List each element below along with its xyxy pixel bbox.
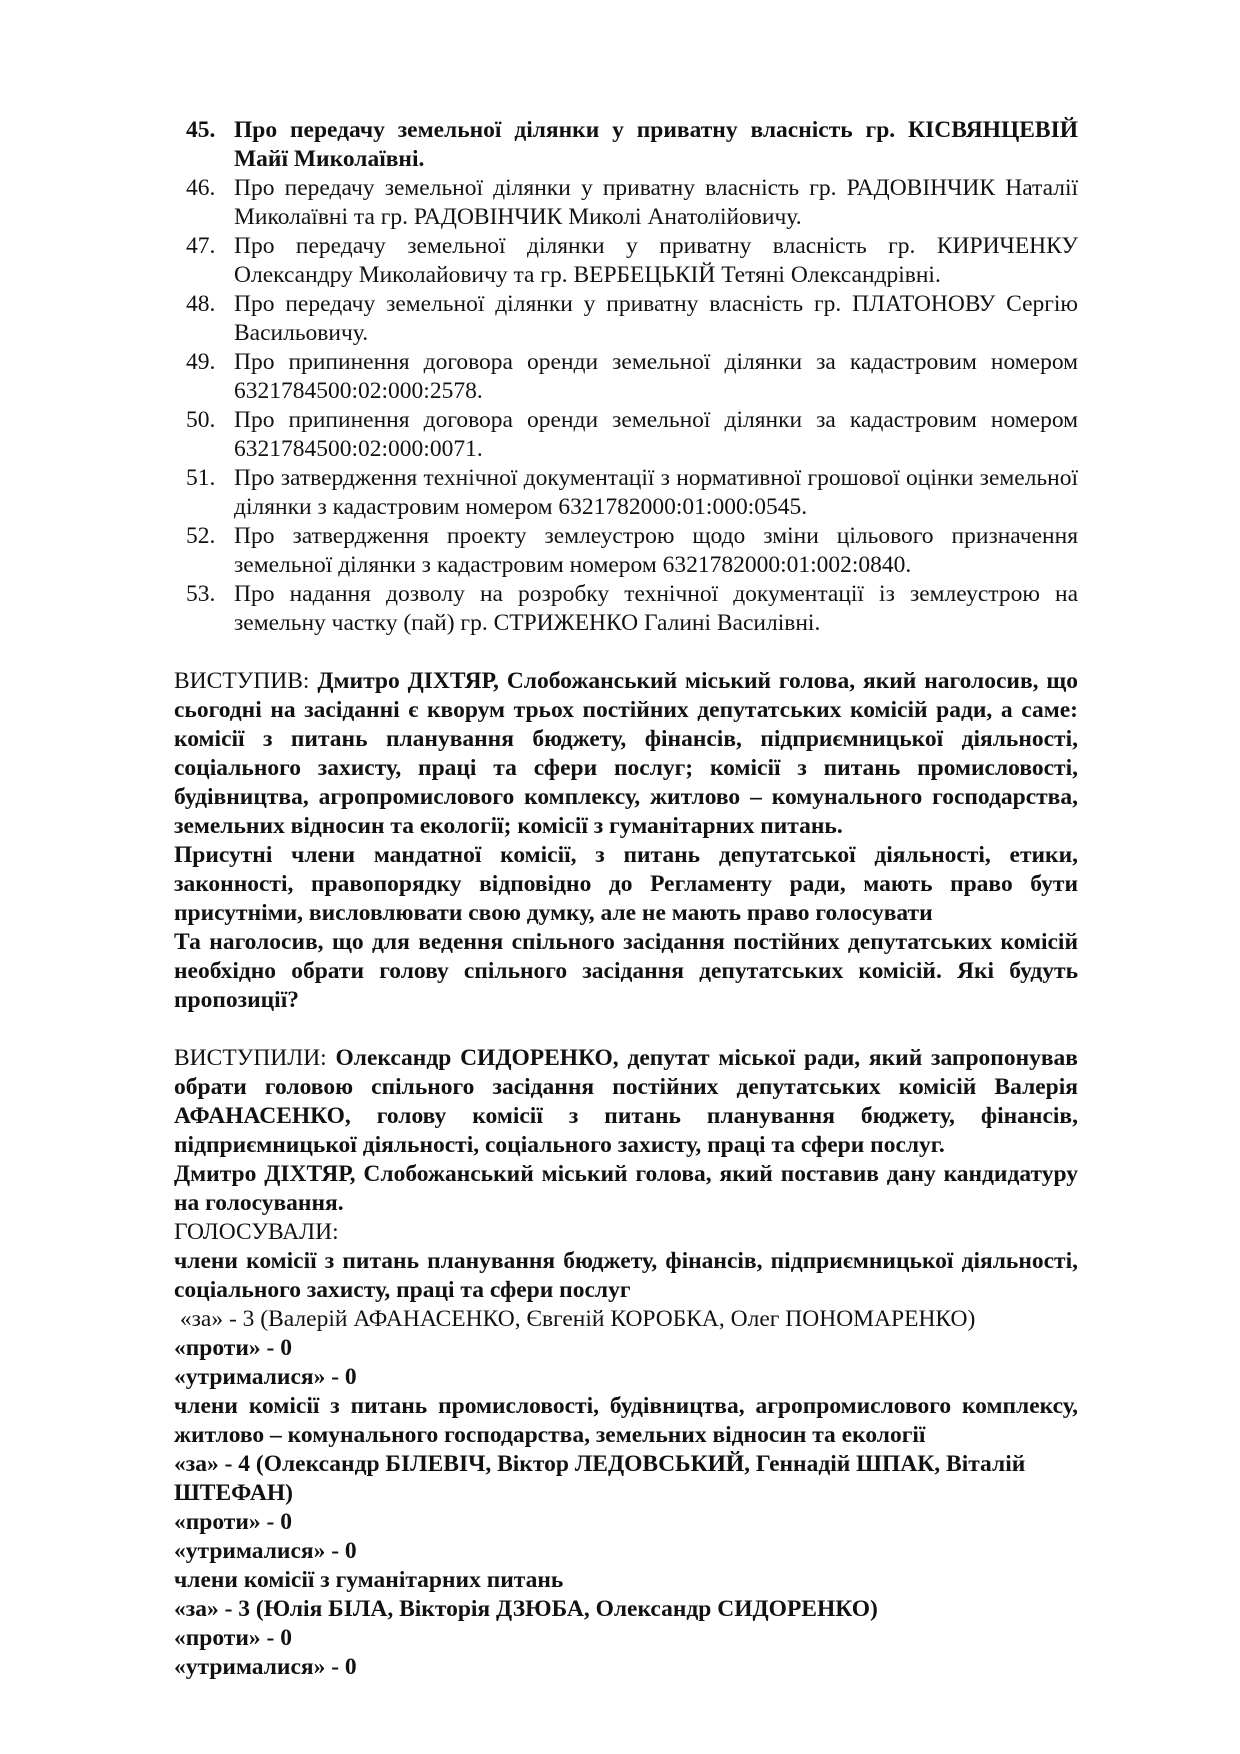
- agenda-list: [186, 116, 1078, 638]
- vote-against: «проти» - 0: [174, 1335, 292, 1361]
- page-content: [176, 116, 1078, 1682]
- vote-for: «за» - 3 (Юлія БІЛА, Вікторія ДЗЮБА, Олександр СИДОРЕНКО): [174, 1596, 878, 1622]
- speech-proposal-section: [174, 1044, 1078, 1682]
- agenda-item-45: [186, 116, 1078, 174]
- agenda-item-46: [186, 174, 1078, 232]
- agenda-item-number: 49.: [186, 349, 216, 375]
- candidacy-vote-note: Дмитро ДІХТЯР, Слобожанський міський голова, який поставив дану кандидатуру на голосування.: [174, 1161, 1078, 1216]
- vote-group-budget: [174, 1247, 1078, 1392]
- agenda-item-number: 45.: [186, 117, 216, 143]
- mandate-commission-note: Присутні члени мандатної комісії, з питань депутатської діяльності, етики, законності, правопорядку відповідно до Регламенту ради, мають право бути присутніми, висловлювати свою думку, але не мають право голосувати: [174, 842, 1078, 926]
- agenda-item-52: [186, 522, 1078, 580]
- agenda-item-47: [186, 232, 1078, 290]
- speech-proposal-paragraph: [174, 1044, 1078, 1160]
- spacer: [176, 638, 1078, 667]
- vote-group-humanitarian: [174, 1566, 1078, 1682]
- agenda-item-text: Про припинення договора оренди земельної ділянки за кадастровим номером 6321784500:02:000:2578.: [234, 349, 1078, 404]
- speech-mayor-section: [174, 667, 1078, 1015]
- agenda-item-text: Про передачу земельної ділянки у приватну власність гр. КІСВЯНЦЕВІЙ Майї Миколаївні.: [234, 117, 1078, 172]
- agenda-item-text: Про надання дозволу на розробку технічної документації із землеустрою на земельну частку (пай) гр. СТРИЖЕНКО Галині Василівні.: [234, 581, 1078, 636]
- spacer: [176, 1015, 1078, 1044]
- agenda-item-53: [186, 580, 1078, 638]
- agenda-item-text: Про припинення договора оренди земельної ділянки за кадастровим номером 6321784500:02:000:0071.: [234, 407, 1078, 462]
- agenda-item-text: Про передачу земельної ділянки у приватну власність гр. КИРИЧЕНКУ Олександру Миколайовичу та гр. ВЕРБЕЦЬКІЙ Тетяні Олександрівні.: [234, 233, 1078, 288]
- agenda-item-51: [186, 464, 1078, 522]
- speech-text: Дмитро ДІХТЯР, Слобожанський міський голова, який наголосив, що сьогодні на засіданні є кворум трьох постійних депутатських комісій ради, а саме: комісії з питань планування бюджету, фінансів, підприємницької діяльності, соціального захисту, праці та сфери послуг; комісії з питань промисловості, будівництва, агропромислового комплексу, житлово – комунального господарства, земельних відносин та екології; комісії з гуманітарних питань.: [174, 668, 1078, 839]
- vote-committee: члени комісії з питань планування бюджету, фінансів, підприємницької діяльності, соціального захисту, праці та сфери послуг: [174, 1248, 1078, 1303]
- vote-group-industry: [174, 1392, 1078, 1566]
- speakers-label: ВИСТУПИЛИ:: [174, 1045, 327, 1071]
- vote-committee: члени комісії з гуманітарних питань: [174, 1567, 564, 1593]
- speaker-label: ВИСТУПИВ:: [174, 668, 310, 694]
- voting-label: ГОЛОСУВАЛИ:: [174, 1219, 339, 1245]
- agenda-item-text: Про передачу земельної ділянки у приватну власність гр. РАДОВІНЧИК Наталії Миколаївні та гр. РАДОВІНЧИК Миколі Анатолійовичу.: [234, 175, 1078, 230]
- agenda-item-text: Про передачу земельної ділянки у приватну власність гр. ПЛАТОНОВУ Сергію Васильовичу.: [234, 291, 1078, 346]
- agenda-item-50: [186, 406, 1078, 464]
- vote-for: «за» - 3 (Валерій АФАНАСЕНКО, Євгеній КОРОБКА, Олег ПОНОМАРЕНКО): [174, 1306, 976, 1332]
- speech-text: Олександр СИДОРЕНКО, депутат міської ради, який запропонував обрати головою спільного засідання постійних депутатських комісій Валерія АФАНАСЕНКО, голову комісії з питань планування бюджету, фінансів, підприємницької діяльності, соціального захисту, праці та сфери послуг.: [174, 1045, 1078, 1158]
- vote-abstained: «утрималися» - 0: [174, 1538, 357, 1564]
- agenda-item-number: 51.: [186, 465, 216, 491]
- agenda-item-number: 46.: [186, 175, 216, 201]
- vote-for: «за» - 4 (Олександр БІЛЕВІЧ, Віктор ЛЕДОВСЬКИЙ, Геннадій ШПАК, Віталій ШТЕФАН): [174, 1451, 1026, 1506]
- vote-committee: члени комісії з питань промисловості, будівництва, агропромислового комплексу, житлово – комунального господарства, земельних відносин та екології: [174, 1393, 1078, 1448]
- agenda-item-number: 53.: [186, 581, 216, 607]
- vote-abstained: «утрималися» - 0: [174, 1364, 357, 1390]
- agenda-item-number: 47.: [186, 233, 216, 259]
- vote-abstained: «утрималися» - 0: [174, 1654, 357, 1680]
- vote-against: «проти» - 0: [174, 1625, 292, 1651]
- chair-election-note: Та наголосив, що для ведення спільного засідання постійних депутатських комісій необхідно обрати голову спільного засідання депутатських комісій. Які будуть пропозиції?: [174, 929, 1078, 1013]
- vote-against: «проти» - 0: [174, 1509, 292, 1535]
- agenda-item-48: [186, 290, 1078, 348]
- agenda-item-49: [186, 348, 1078, 406]
- agenda-item-text: Про затвердження проекту землеустрою щодо зміни цільового призначення земельної ділянки з кадастровим номером 6321782000:01:002:0840.: [234, 523, 1078, 578]
- agenda-item-number: 50.: [186, 407, 216, 433]
- speech-mayor-paragraph: [174, 667, 1078, 841]
- agenda-item-text: Про затвердження технічної документації з нормативної грошової оцінки земельної ділянки з кадастровим номером 6321782000:01:000:0545.: [234, 465, 1078, 520]
- agenda-item-number: 48.: [186, 291, 216, 317]
- agenda-item-number: 52.: [186, 523, 216, 549]
